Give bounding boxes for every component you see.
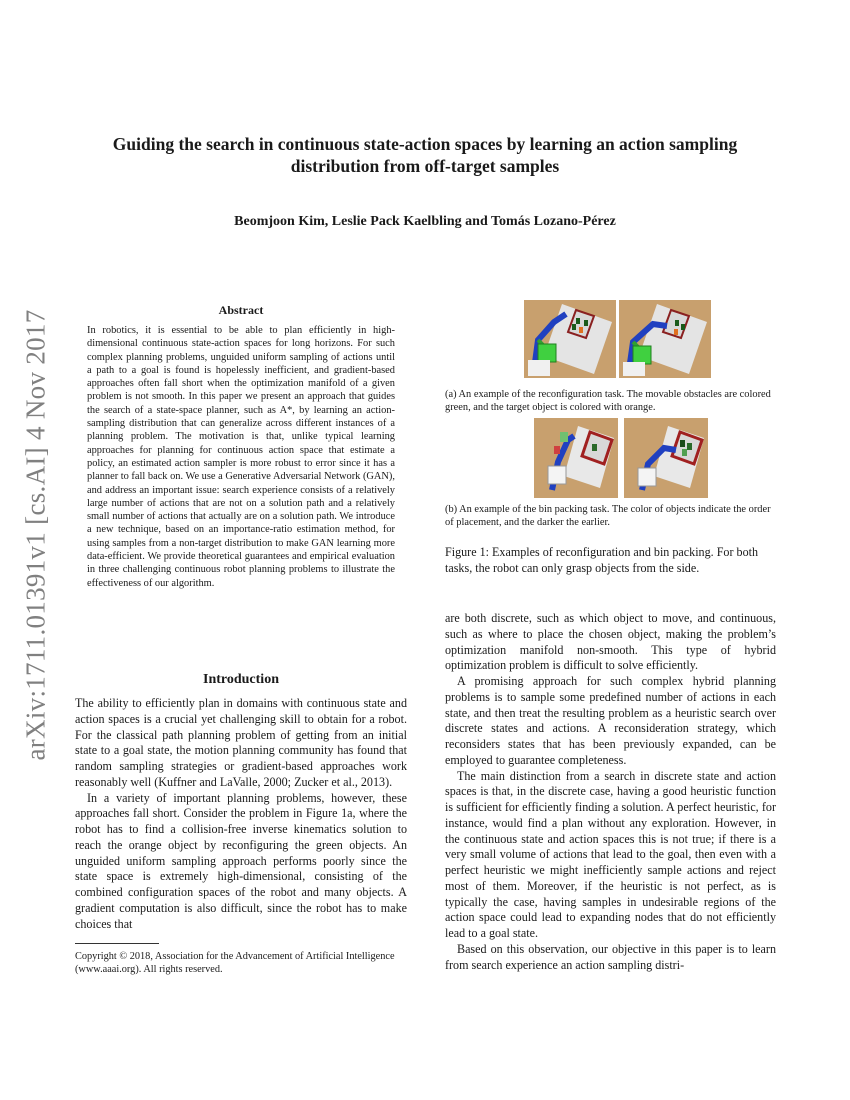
- intro-paragraph: The ability to efficiently plan in domains with continuous state and action spaces is a crucial yet challenging skill to obtain for a robot. For the classical path planning problem of getting from an initial state to a goal state, the motion planning community has found that random sampling strategies or gradient-based approaches work reasonably well (Kuffner and LaValle, 2000; Zucker et al., 2013).: [75, 696, 407, 789]
- abstract-text: In robotics, it is essential to be able to plan efficiently in high-dimensional continuous state-action spaces for long horizons. For such complex planning problems, unguided uniform sampling of actions until a path to a goal is found is hopelessly inefficient, and gradient-based approaches often fall short when the optimization manifold of a given problem is not smooth. In this paper we present an approach that guides the search of a state-space planner, such as A*, by learning an action-sampling distribution that can generalize across different instances of a planning problem. The motivation is that, unlike typical learning approaches for planning for continuous action space that estimate a policy, an estimated action sampler is more robust to error since it has a planner to fall back on. We use a Generative Adversarial Network (GAN), and address an important issue: search experience consists of a relatively large number of actions that are not on a solution path and a relatively small number of actions that actually are on a solution path. We introduce a new technique, based on an importance-ratio estimation method, for using samples from a non-target distribution to make GAN learning more data-efficient. We provide theoretical guarantees and empirical evaluation in three challenging continuous robot planning problems to illustrate the effectiveness of our algorithm.: [87, 325, 395, 589]
- introduction-heading: Introduction: [203, 672, 279, 687]
- arxiv-identifier: arXiv:1711.01391v1 [cs.AI] 4 Nov 2017: [20, 309, 51, 761]
- body-paragraph: are both discrete, such as which object to move, and continuous, such as where to place the chosen object, making the problem’s optimization manifold non-smooth. This type of hybrid optimization problem is difficult to solve efficiently.: [445, 611, 776, 673]
- figure-1a-caption: (a) An example of the reconfiguration task. The movable obstacles are colored green, and the target object is colored with orange.: [445, 389, 771, 414]
- figure-1b-left-image: [534, 418, 618, 498]
- body-paragraph: A promising approach for such complex hybrid planning problems is to sample some predefined number of actions in each state, and then treat the resulting problem as a heuristic search over discrete states and actions. A reconsideration strategy, which reconsiders states that has been previously expanded, can be employed to guarantee completeness.: [445, 674, 776, 767]
- author-list: Beomjoon Kim, Leslie Pack Kaelbling and Tomás Lozano-Pérez: [234, 214, 616, 229]
- figure-1a-left-image: [524, 300, 616, 378]
- introduction-body: [75, 696, 407, 932]
- footnote-divider: [75, 943, 159, 944]
- figure-1a-right-image: [619, 300, 711, 378]
- body-paragraph: Based on this observation, our objective in this paper is to learn from search experience an action sampling distri-: [445, 941, 776, 972]
- right-column-body: [445, 611, 776, 973]
- body-paragraph: The main distinction from a search in discrete state and action spaces is that, in the discrete case, having a good heuristic function is sufficient for efficiently finding a solution. A perfect heuristic, for instance, would find a plan without any exploration. However, in the continuous state and action spaces this is not true; if there is a very small volume of actions that lead to the goal, then even with a perfect heuristic we might inefficiently sample actions and reject most of them. Moreover, if the heuristic is not perfect, as is typically the case, having samples in undesirable regions of the action space could lead to expanding nodes that do not efficiently lead to a goal state.: [445, 768, 776, 940]
- intro-paragraph: In a variety of important planning problems, however, these approaches fall short. Consider the problem in Figure 1a, where the robot has to find a collision-free inverse kinematics solution to reach the orange object by reconfiguring the green objects. An unguided uniform sampling approach performs poorly since the state space is extremely high-dimensional, consisting of the combined configuration spaces of the robot and many objects. A gradient computation is also difficult, since the robot has to make choices that: [75, 790, 407, 931]
- copyright-footnote: Copyright © 2018, Association for the Advancement of Artificial Intelligence (www.aaai.org). All rights reserved.: [75, 951, 395, 975]
- figure-1-caption: Figure 1: Examples of reconfiguration and bin packing. For both tasks, the robot can only grasp objects from the side.: [445, 545, 759, 575]
- paper-title: Guiding the search in continuous state-action spaces by learning an action sampling distribution from off-target samples: [112, 134, 738, 176]
- arxiv-identifier-stamp: [8, 300, 64, 770]
- figure-1b-right-image: [624, 418, 708, 498]
- abstract-heading: Abstract: [218, 303, 264, 317]
- figure-1b-caption: (b) An example of the bin packing task. The color of objects indicate the order of placement, and the darker the earlier.: [445, 504, 771, 529]
